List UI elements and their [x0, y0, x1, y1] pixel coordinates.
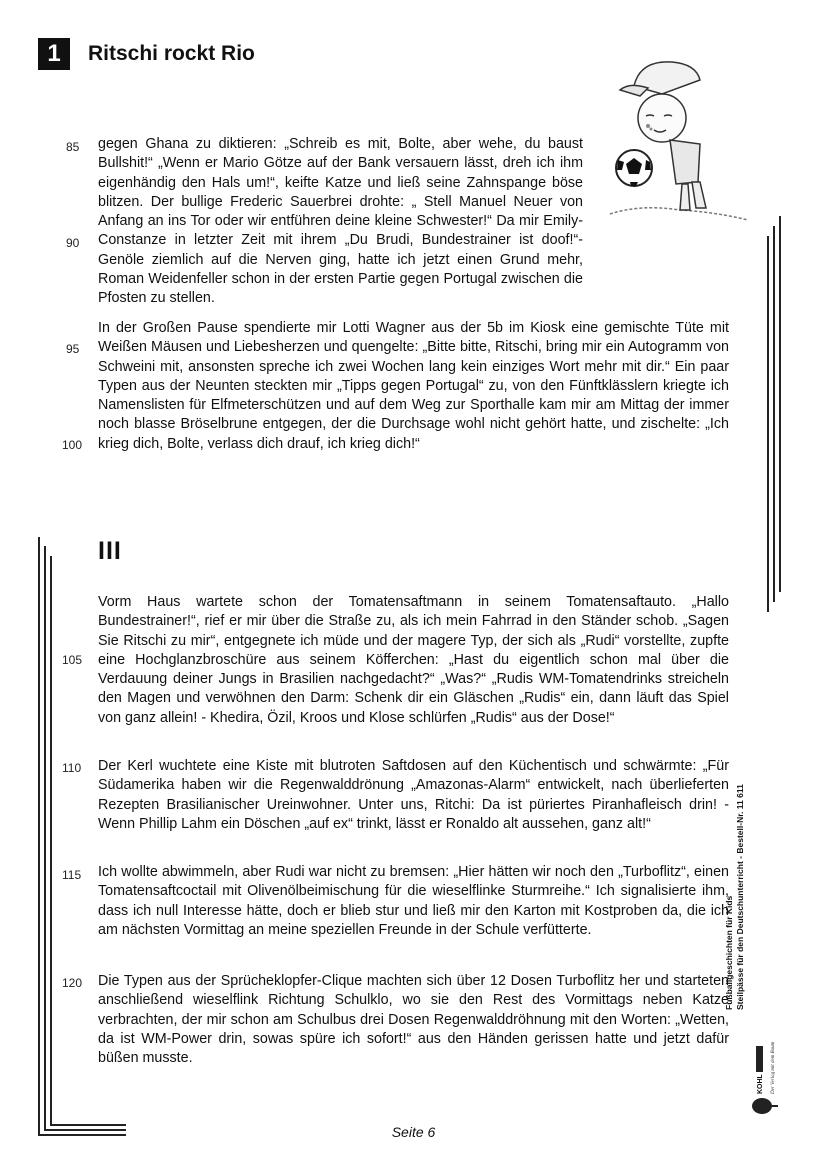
- page-number: Seite 6: [391, 1124, 436, 1140]
- publisher-logo: [748, 1036, 782, 1116]
- side-title-line: Fußballgeschichten für Kids: [724, 895, 734, 1010]
- page-title: Ritschi rockt Rio: [88, 42, 255, 65]
- paragraph: Die Typen aus der Sprücheklopfer-Clique machten sich über 12 Dosen Turboflitz her und starteten anschließend wieselflink Richtung Schulklo, wo sie den Rest des Vormittags neben Katze verbrachten, der mir schon am Schulbus drei Dosen Regenwalddröhnung mit den Worten: „Wetten, da ist WM-Power drin, sowas spüre ich sofort!“ aus den Händen gerissen hatte und jetzt dafür büßen musste.: [98, 973, 729, 1067]
- frame-line-left-inner: [50, 556, 52, 1124]
- svg-text:Der Verlag mit dem Baum: Der Verlag mit dem Baum: [771, 1041, 776, 1094]
- line-number: 110: [62, 761, 82, 775]
- frame-line-right-outer: [767, 236, 769, 612]
- line-number: 100: [62, 438, 83, 452]
- paragraph: Vorm Haus wartete schon der Tomatensaftmann in seinem Tomatensaftauto. „Hallo Bundestrainer!“, rief er mir über die Straße zu, als ich mein Fahrrad in den Ständer schob. „Sagen Sie Ritschi zu mir“, entgegnete ich müde und der magere Typ, der sich als „Rudi“ vorstellte, zupfte eine Hochglanzbroschüre aus seinem Köfferchen: „Hast du eigentlich schon mal über die Verdauung deiner Jungs in Brasilien nachgedacht?“ „Was?“ „Rudis WM-Tomatendrinks streicheln den Magen und verwöhnen den Darm: Schenk dir ein Gläschen „Rudis“ ein, dann läuft das Spiel von ganz allein! - Khedira, Özil, Kroos und Klose schlürfen „Rudis“ aus der Dose!“: [98, 594, 729, 726]
- side-subtitle-line: Steilpässe für den Deutschunterricht - Bestell-Nr. 11 611: [735, 784, 745, 1010]
- frame-line-right-middle: [773, 226, 775, 602]
- line-number: 115: [62, 868, 82, 882]
- boy-with-football-illustration: [600, 54, 750, 232]
- line-number: 120: [62, 976, 83, 990]
- frame-line-left-middle: [44, 546, 46, 1130]
- paragraph: Ich wollte abwimmeln, aber Rudi war nicht zu bremsen: „Hier hätten wir noch den „Turboflitz“, einen Tomatensaftcoctail mit Olivenölbeimischung für die wieselflinke Sturmreihe.“ Ich signalisierte ihm, dass ich null Interesse hätte, doch er blieb stur und ließ mir den Karton mit Kostproben da, die ich am nächsten Vormittag an meine speziellen Freunde in der Schule verfütterte.: [98, 864, 729, 938]
- frame-line-left-outer: [38, 537, 40, 1136]
- line-number: 105: [62, 653, 83, 667]
- paragraph: In der Großen Pause spendierte mir Lotti Wagner aus der 5b im Kiosk eine gemischte Tüte mit Weißen Mäusen und Liebesherzen und quengelte: „Bitte bitte, Ritschi, bring mir ein Autogramm von Schweini mit, ansonsten spreche ich zwei Wochen lang kein einziges Wort mehr mit dir.“ Ein paar Typen aus der Neunten steckten mir „Tipps gegen Portugal“ zu, von den Fünftklässlern kriegte ich Namenslisten für Elfmeterschützen und auf dem Weg zur Sporthalle kam mir am Mittag der immer noch blasse Bröselbrune entgegen, der die Durchsage wohl nicht gehört hatte, und zischelte: „Ich krieg dich, Bolte, verlass dich drauf, ich krieg dich!“: [98, 320, 729, 452]
- side-publication-info: [724, 784, 754, 1010]
- line-number: 85: [66, 140, 80, 154]
- line-number: 90: [66, 236, 80, 250]
- line-number: 95: [66, 342, 80, 356]
- frame-line-right-inner: [779, 216, 781, 592]
- paragraph: Der Kerl wuchtete eine Kiste mit blutroten Saftdosen auf den Küchentisch und schwärmte: „Für Südamerika haben wir die Regenwalddrönung „Amazonas-Alarm“ entwickelt, nach überlieferten Rezepten Brasilianischer Ureinwohner. Unter uns, Ritchi: Da ist püriertes Piranhafleisch drin! - Wenn Phillip Lahm ein Döschen „auf ex“ trinkt, lässt er Ronaldo alt aussehen, ganz alt!“: [98, 758, 729, 832]
- section-heading: III: [98, 537, 122, 565]
- chapter-number-box: 1: [38, 38, 70, 70]
- paragraph: gegen Ghana zu diktieren: „Schreib es mit, Bolte, aber wehe, du baust Bullshit!“ „Wenn er Mario Götze auf der Bank versauern lässt, dreh ich ihm eigenhändig den Hals um!“, keifte Katze und ließ seine Zahnspange böse blitzen. Der bullige Frederic Sauerbrei drohte: „ Stell Manuel Neuer von Anfang an ins Tor oder wir entführen deine kleine Schwester!“ Da mir Emily-Constanze in letzter Zeit mit ihrem „Du Brudi, Bundestrainer ist doof!“- Genöle ziemlich auf die Nerven ging, hatte ich jetzt einen Grund mehr, Roman Weidenfeller schon in der ersten Partie gegen Portugal zwischen die Pfosten zu stellen.: [98, 136, 583, 307]
- svg-text:KOHL: KOHL: [757, 1074, 764, 1094]
